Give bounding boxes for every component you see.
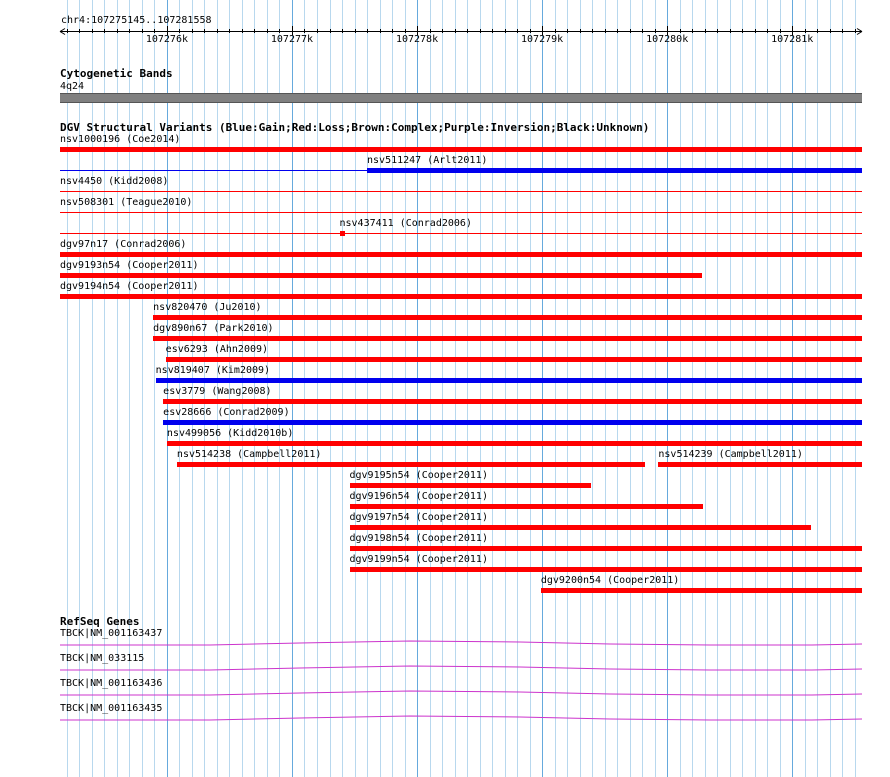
cytoband-track-title[interactable]: Cytogenetic Bands (60, 67, 173, 80)
ruler-tick-label: 107278k (395, 34, 439, 45)
dgv-feature-label[interactable]: esv28666 (Conrad2009) (163, 407, 290, 418)
refseq-gene-model[interactable] (0, 715, 890, 723)
coordinate-ruler[interactable] (0, 26, 890, 46)
refseq-gene-model[interactable] (0, 665, 890, 673)
dgv-feature-label[interactable]: esv6293 (Ahn2009) (165, 344, 269, 355)
dgv-feature-label[interactable]: nsv511247 (Arlt2011) (367, 155, 488, 166)
dgv-feature-label[interactable]: nsv1000196 (Coe2014) (60, 134, 181, 145)
dgv-feature-label[interactable]: nsv819407 (Kim2009) (155, 365, 271, 376)
dgv-feature-bar[interactable] (177, 462, 645, 467)
dgv-feature-bar[interactable] (153, 336, 862, 341)
dgv-feature-label[interactable]: nsv437411 (Conrad2006) (339, 218, 472, 229)
dgv-feature-bar[interactable] (163, 420, 862, 425)
dgv-feature-label[interactable]: esv3779 (Wang2008) (163, 386, 272, 397)
dgv-feature-label[interactable]: dgv9200n54 (Cooper2011) (540, 575, 680, 586)
dgv-feature-span (60, 233, 862, 234)
dgv-track-title[interactable]: DGV Structural Variants (Blue:Gain;Red:Loss;Brown:Complex;Purple:Inversion;Black:Unknown) (60, 121, 650, 134)
dgv-feature-bar[interactable] (340, 231, 345, 236)
dgv-feature-bar[interactable] (60, 191, 862, 192)
ruler-tick-label: 107277k (270, 34, 314, 45)
dgv-feature-label[interactable]: dgv9193n54 (Cooper2011) (60, 260, 199, 271)
ruler-location: chr4:107275145..107281558 (61, 15, 212, 26)
dgv-feature-bar[interactable] (60, 212, 862, 213)
dgv-feature-label[interactable]: nsv820470 (Ju2010) (153, 302, 262, 313)
dgv-feature-bar[interactable] (167, 441, 862, 446)
dgv-feature-bar[interactable] (156, 378, 862, 383)
dgv-feature-bar[interactable] (541, 588, 862, 593)
refseq-gene-model[interactable] (0, 640, 890, 648)
refseq-track-title[interactable]: RefSeq Genes (60, 615, 140, 628)
dgv-feature-bar[interactable] (350, 525, 811, 530)
ruler-tick-label: 107279k (521, 34, 564, 45)
dgv-feature-label[interactable]: dgv890n67 (Park2010) (153, 323, 274, 334)
dgv-feature-bar[interactable] (350, 567, 862, 572)
ruler-tick-label: 107276k (145, 34, 188, 45)
refseq-gene-label[interactable]: TBCK|NM_001163435 (60, 703, 163, 714)
dgv-feature-label[interactable]: dgv9194n54 (Cooper2011) (60, 281, 199, 292)
dgv-feature-label[interactable]: dgv9195n54 (Cooper2011) (349, 470, 488, 481)
dgv-feature-label[interactable]: dgv9198n54 (Cooper2011) (349, 533, 488, 544)
dgv-feature-label[interactable]: dgv9196n54 (Cooper2011) (349, 491, 488, 502)
refseq-gene-model[interactable] (0, 690, 890, 698)
dgv-feature-label[interactable]: nsv499056 (Kidd2010b) (166, 428, 294, 439)
cytoband-bar[interactable] (60, 93, 862, 103)
dgv-feature-bar[interactable] (60, 252, 862, 257)
dgv-feature-bar[interactable] (658, 462, 862, 467)
dgv-feature-label[interactable]: nsv4450 (Kidd2008) (60, 176, 169, 187)
ruler-tick-label: 107280k (646, 34, 689, 45)
dgv-feature-bar[interactable] (350, 483, 591, 488)
dgv-feature-bar[interactable] (60, 294, 862, 299)
dgv-feature-label[interactable]: dgv97n17 (Conrad2006) (60, 239, 187, 250)
dgv-feature-label[interactable]: nsv508301 (Teague2010) (60, 197, 193, 208)
dgv-feature-label[interactable]: nsv514238 (Campbell2011) (176, 449, 322, 460)
dgv-feature-bar[interactable] (60, 147, 862, 152)
dgv-feature-bar[interactable] (350, 504, 704, 509)
dgv-feature-bar[interactable] (153, 315, 862, 320)
dgv-feature-label[interactable]: dgv9199n54 (Cooper2011) (349, 554, 488, 565)
dgv-feature-bar[interactable] (350, 546, 862, 551)
dgv-feature-bar[interactable] (367, 168, 862, 173)
dgv-feature-bar[interactable] (166, 357, 862, 362)
ruler-tick-label: 107281k (771, 34, 814, 45)
cytoband-label: 4q24 (60, 81, 85, 92)
refseq-gene-label[interactable]: TBCK|NM_033115 (60, 653, 145, 664)
dgv-feature-bar[interactable] (60, 273, 702, 278)
dgv-feature-label[interactable]: dgv9197n54 (Cooper2011) (349, 512, 488, 523)
refseq-gene-label[interactable]: TBCK|NM_001163437 (60, 628, 163, 639)
dgv-feature-label[interactable]: nsv514239 (Campbell2011) (658, 449, 803, 460)
dgv-feature-bar[interactable] (163, 399, 862, 404)
refseq-gene-label[interactable]: TBCK|NM_001163436 (60, 678, 163, 689)
